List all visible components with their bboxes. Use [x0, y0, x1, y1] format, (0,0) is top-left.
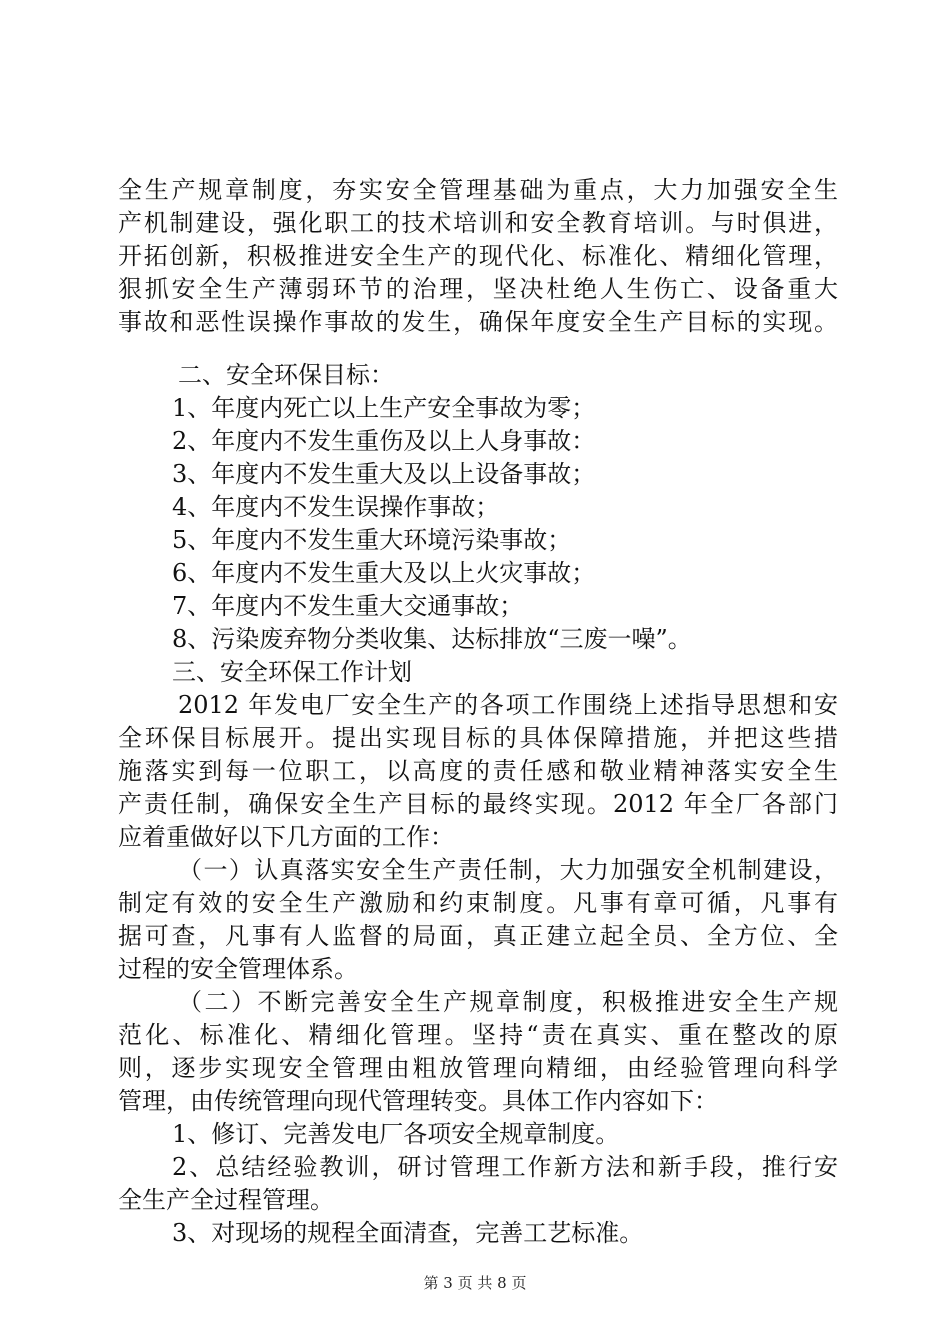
list-item: 4、年度内不发生误操作事故； [172, 493, 500, 521]
paragraph-line: 开拓创新，积极推进安全生产的现代化、标准化、精细化管理， [118, 242, 838, 270]
list-item: 3、对现场的规程全面清查，完善工艺标准。 [172, 1219, 644, 1247]
paragraph-line: 全环保目标展开。提出实现目标的具体保障措施，并把这些措 [118, 724, 838, 752]
paragraph-line: 狠抓安全生产薄弱环节的治理，坚决杜绝人生伤亡、设备重大 [118, 275, 838, 303]
paragraph-line: 应着重做好以下几方面的工作： [118, 823, 454, 851]
paragraph-line: 过程的安全管理体系。 [118, 955, 358, 983]
paragraph-line: 则，逐步实现安全管理由粗放管理向精细，由经验管理向科学 [118, 1054, 838, 1082]
page-number-footer: 第 3 页 共 8 页 [423, 1274, 527, 1292]
paragraph-line: 2012 年发电厂安全生产的各项工作围绕上述指导思想和安 [178, 691, 838, 719]
paragraph-line: 产责任制，确保安全生产目标的最终实现。2012 年全厂各部门 [118, 790, 838, 818]
list-item: 2、总结经验教训，研讨管理工作新方法和新手段，推行安 [172, 1153, 838, 1181]
list-item: 2、年度内不发生重伤及以上人身事故： [172, 427, 596, 455]
paragraph-line: 制定有效的安全生产激励和约束制度。凡事有章可循，凡事有 [118, 889, 838, 917]
paragraph-line: （二）不断完善安全生产规章制度，积极推进安全生产规 [178, 988, 838, 1016]
list-item: 3、年度内不发生重大及以上设备事故； [172, 460, 596, 488]
list-item: 6、年度内不发生重大及以上火灾事故； [172, 559, 596, 587]
list-item: 8、污染废弃物分类收集、达标排放“三废一噪”。 [172, 625, 692, 653]
paragraph-line: 全生产全过程管理。 [118, 1186, 334, 1214]
section-heading: 三、安全环保工作计划 [172, 658, 412, 686]
paragraph-line: 产机制建设，强化职工的技术培训和安全教育培训。与时俱进， [118, 209, 838, 237]
paragraph-line: 管理，由传统管理向现代管理转变。具体工作内容如下： [118, 1087, 718, 1115]
list-item: 7、年度内不发生重大交通事故； [172, 592, 524, 620]
list-item: 5、年度内不发生重大环境污染事故； [172, 526, 572, 554]
section-heading: 二、安全环保目标： [178, 361, 394, 389]
paragraph-line: 范化、标准化、精细化管理。坚持“责在真实、重在整改的原 [118, 1021, 838, 1049]
paragraph-line: 全生产规章制度，夯实安全管理基础为重点，大力加强安全生 [118, 176, 838, 204]
paragraph-line: （一）认真落实安全生产责任制，大力加强安全机制建设， [178, 856, 838, 884]
list-item: 1、年度内死亡以上生产安全事故为零； [172, 394, 596, 422]
list-item: 1、修订、完善发电厂各项安全规章制度。 [172, 1120, 620, 1148]
paragraph-line: 据可查，凡事有人监督的局面，真正建立起全员、全方位、全 [118, 922, 838, 950]
paragraph-line: 施落实到每一位职工，以高度的责任感和敬业精神落实安全生 [118, 757, 838, 785]
paragraph-line: 事故和恶性误操作事故的发生，确保年度安全生产目标的实现。 [118, 308, 838, 336]
